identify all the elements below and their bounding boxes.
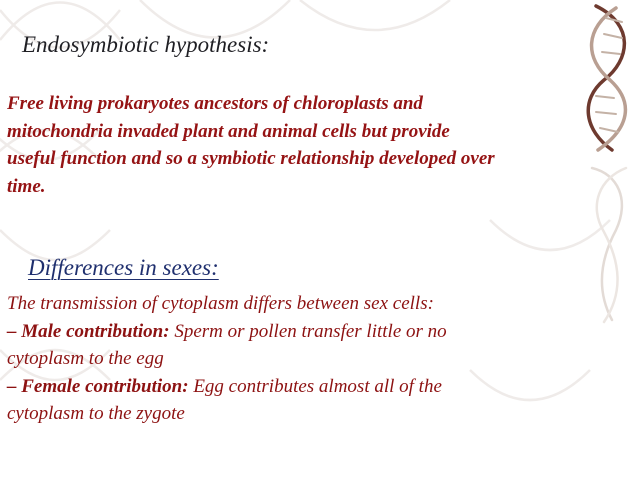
paragraph-sex-differences [7, 290, 447, 428]
female-contribution-label: – Female contribution: [7, 375, 189, 397]
paragraph-line: useful function and so a symbiotic relationship developed over [7, 148, 495, 169]
male-contribution-label: – Male contribution: [7, 320, 170, 342]
paragraph-line: time. [7, 175, 46, 197]
male-contribution-line [7, 318, 447, 346]
intro-line: The transmission of cytoplasm differs between sex cells: [7, 293, 434, 314]
heading-endosymbiotic: Endosymbiotic hypothesis: [22, 32, 270, 57]
male-contribution-text: Sperm or pollen transfer little or no [169, 320, 447, 342]
female-contribution-line [7, 373, 447, 401]
heading-differences-in-sexes: Differences in sexes: [28, 255, 219, 280]
dna-helix-icon [588, 6, 626, 322]
male-contribution-continuation: cytoplasm to the egg [7, 348, 164, 369]
paragraph-line: mitochondria invaded plant and animal cells but provide [7, 120, 450, 142]
paragraph-line: Free living prokaryotes ancestors of chloroplasts and [7, 93, 423, 114]
paragraph-endosymbiotic [7, 90, 495, 200]
female-contribution-continuation: cytoplasm to the zygote [7, 403, 185, 424]
female-contribution-text: Egg contributes almost all of the [188, 375, 442, 397]
